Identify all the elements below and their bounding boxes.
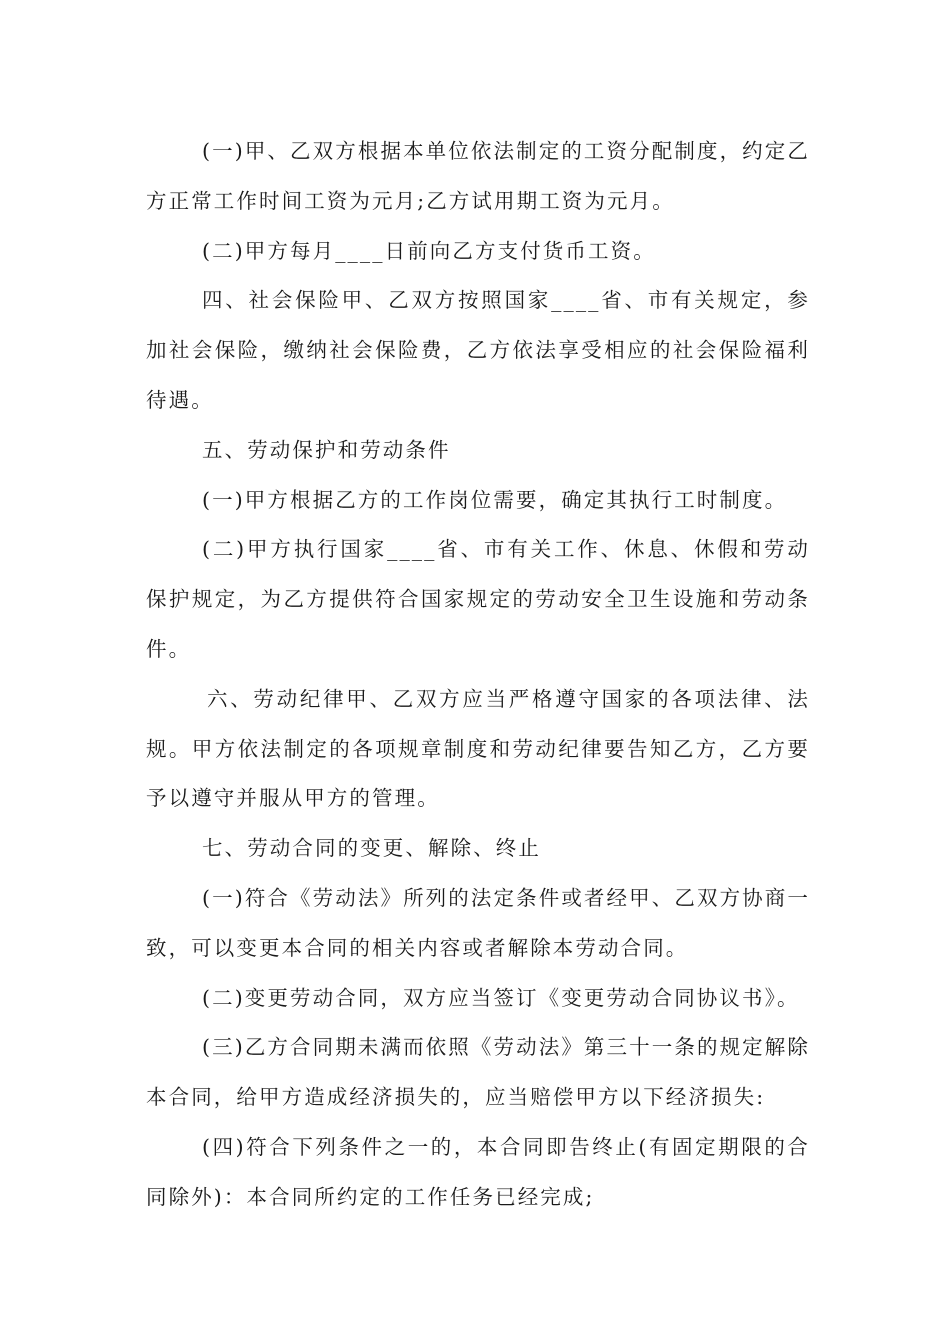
paragraph-labor-discipline: 六、劳动纪律甲、乙双方应当严格遵守国家的各项法律、法规。甲方依法制定的各项规章制度和劳动纪律要告知乙方，乙方要予以遵守并服从甲方的管理。	[146, 686, 810, 811]
paragraph-wage-payment-date: (二)甲方每月____日前向乙方支付货币工资。	[202, 238, 656, 263]
document-body	[146, 127, 810, 1223]
paragraph-wage-agreement: (一)甲、乙双方根据本单位依法制定的工资分配制度，约定乙方正常工作时间工资为元月;乙方试用期工资为元月。	[146, 139, 810, 213]
paragraph-change-agreement: (二)变更劳动合同，双方应当签订《变更劳动合同协议书》。	[202, 985, 800, 1010]
paragraph-working-hours: (一)甲方根据乙方的工作岗位需要，确定其执行工时制度。	[202, 487, 788, 512]
paragraph-labor-safety: (二)甲方执行国家____省、市有关工作、休息、休假和劳动保护规定，为乙方提供符合国家规定的劳动安全卫生设施和劳动条件。	[146, 537, 810, 661]
paragraph-early-termination-compensation: (三)乙方合同期未满而依照《劳动法》第三十一条的规定解除本合同，给甲方造成经济损失的，应当赔偿甲方以下经济损失:	[146, 1035, 810, 1110]
section-heading-labor-protection: 五、劳动保护和劳动条件	[202, 437, 451, 462]
paragraph-social-insurance: 四、社会保险甲、乙双方按照国家____省、市有关规定，参加社会保险，缴纳社会保险费，乙方依法享受相应的社会保险福利待遇。	[146, 288, 810, 412]
paragraph-contract-end-conditions: (四)符合下列条件之一的，本合同即告终止(有固定期限的合同除外)：本合同所约定的工作任务已经完成;	[146, 1134, 810, 1209]
section-heading-contract-changes: 七、劳动合同的变更、解除、终止	[202, 836, 541, 861]
paragraph-contract-modification: (一)符合《劳动法》所列的法定条件或者经甲、乙双方协商一致，可以变更本合同的相关内容或者解除本劳动合同。	[146, 885, 810, 960]
